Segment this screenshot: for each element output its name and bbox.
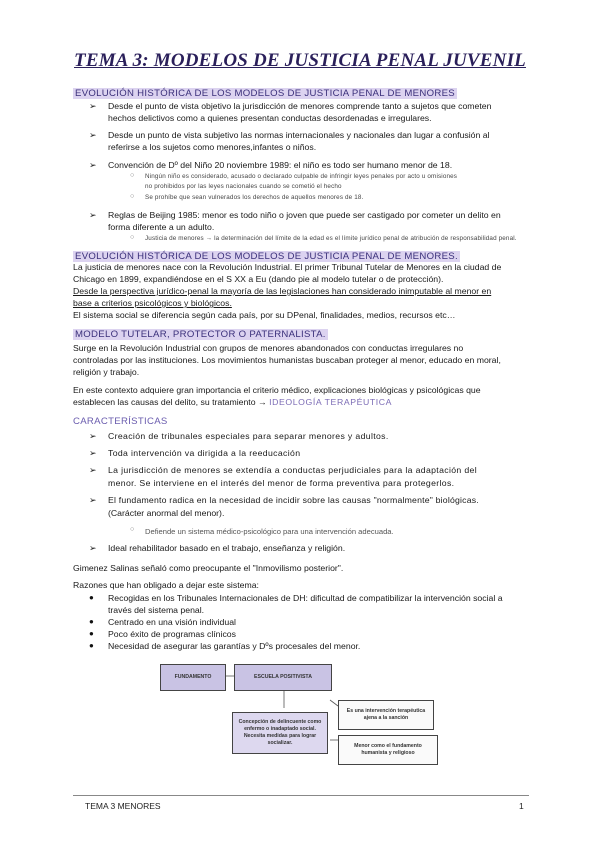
bullet-icon: ●	[89, 629, 94, 638]
s1-b2-line2: referirse a los sujetos como menores,infantes o niños.	[108, 142, 317, 152]
arrow-bullet-icon: ➢	[89, 101, 97, 111]
razon-4: Necesidad de asegurar las garantías y Dºs procesales del menor.	[108, 641, 361, 651]
arrow-bullet-icon: ➢	[89, 160, 97, 170]
ideologia-terapeutica: IDEOLOGÍA TERAPÉUTICA	[269, 397, 393, 407]
gimenez-line: Gimenez Salinas señaló como preocupante el "Inmovilismo posterior".	[73, 563, 344, 573]
s3-p5-line	[73, 397, 392, 409]
s1-b2-line1: Desde un punto de vista subjetivo las normas internacionales y nacionales dan lugar a confusión al	[108, 130, 490, 140]
car-c5: Ideal rehabilitador basado en el trabajo, enseñanza y religión.	[108, 543, 346, 553]
car-c3-line1: La jurisdicción de menores se extendía a conductas perjudiciales para la adaptación del	[108, 465, 477, 475]
arrow-bullet-icon: ➢	[89, 448, 97, 458]
s2-p4: base a criterios psicológicos y biológicos.	[73, 298, 232, 308]
s3-p5: establecen las causas del delito, su tratamiento →	[73, 397, 267, 407]
razones-line: Razones que han obligado a dejar este sistema:	[73, 580, 259, 590]
razon-1-line2: través del sistema penal.	[108, 605, 205, 615]
circle-bullet-icon: ○	[130, 172, 135, 179]
car-c4-line1: El fundamento radica en la necesidad de incidir sobre las causas "normalmente" biológicas.	[108, 495, 479, 505]
s2-p3: Desde la perspectiva jurídico-penal la mayoría de las legislaciones han considerado inimputable al menor en	[73, 286, 492, 296]
section-heading-evolucion-2: EVOLUCIÓN HISTÓRICA DE LOS MODELOS DE JUSTICIA PENAL DE MENORES.	[75, 251, 458, 262]
car-c2: Toda intervención va dirigida a la reeducación	[108, 448, 301, 458]
circle-bullet-icon: ○	[130, 193, 135, 200]
bullet-icon: ●	[89, 617, 94, 626]
s3-p1: Surge en la Revolución Industrial con grupos de menores abandonados con conductas irregulares no	[73, 343, 464, 353]
bullet-icon: ●	[89, 641, 94, 650]
s3-p4: En este contexto adquiere gran importancia el criterio médico, explicaciones biológicas y psicológicas que	[73, 385, 481, 395]
circle-bullet-icon: ○	[130, 526, 135, 533]
diagram-box-fundamento: FUNDAMENTO	[160, 664, 226, 691]
s2-p1: La justicia de menores nace con la Revolución Industrial. El primer Tribunal Tutelar de Menores en la ciudad de	[73, 262, 502, 272]
page-title: TEMA 3: MODELOS DE JUSTICIA PENAL JUVENIL	[74, 50, 526, 71]
car-c1: Creación de tribunales especiales para separar menores y adultos.	[108, 431, 389, 441]
s3-p2: controladas por las instituciones. Los movimientos humanistas buscaban proteger al menor, educado en moral,	[73, 355, 501, 365]
car-c3-line2: menor. Se interviene en el interés del menor de forma preventiva para protegerlos.	[108, 478, 455, 488]
s2-p5: El sistema social se diferencia según cada país, por su DPenal, finalidades, medios, recursos etc…	[73, 310, 456, 320]
s1-b4-line2: forma diferente a un adulto.	[108, 222, 215, 232]
arrow-bullet-icon: ➢	[89, 431, 97, 441]
arrow-bullet-icon: ➢	[89, 543, 97, 553]
car-c4-line2: (Carácter anormal del menor).	[108, 508, 225, 518]
razon-2: Centrado en una visión individual	[108, 617, 236, 627]
footer-label: TEMA 3 MENORES	[85, 801, 161, 811]
s2-p2: Chicago en 1899, expandiéndose en el S XX a Eu (dando pie al modelo tutelar o de protección).	[73, 274, 444, 284]
circle-bullet-icon: ○	[130, 234, 135, 241]
s1-b1-line2: hechos delictivos como a quienes presentan conductas desordenadas e irregulares.	[108, 113, 432, 123]
diagram-box-escuela: ESCUELA POSITIVISTA	[234, 664, 332, 691]
bullet-icon: ●	[89, 593, 94, 602]
s3-p3: religión y trabajo.	[73, 367, 140, 377]
s1-b3-sub1-line2: no prohibidos por las leyes nacionales cuando se cometió el hecho	[145, 183, 342, 190]
page-number: 1	[519, 801, 524, 811]
car-c4-sub1: Defiende un sistema médico-psicológico para una intervención adecuada.	[145, 527, 394, 536]
diagram-box-menor: Menor como el fundamento humanista y religioso	[338, 735, 438, 765]
diagram-box-concepcion: Concepción de delincuente como enfermo o inadaptado social. Necesita medidas para lograr socializar.	[232, 712, 328, 754]
arrow-bullet-icon: ➢	[89, 465, 97, 475]
razon-1-line1: Recogidas en los Tribunales Internacionales de DH: dificultad de compatibilizar la intervención social a	[108, 593, 503, 603]
section-heading-evolucion: EVOLUCIÓN HISTÓRICA DE LOS MODELOS DE JUSTICIA PENAL DE MENORES	[75, 88, 455, 99]
arrow-bullet-icon: ➢	[89, 495, 97, 505]
s1-b4-sub1: Justicia de menores → la determinación del límite de la edad es el límite jurídico penal de atribución de responsabilidad penal.	[145, 235, 517, 242]
s1-b4-line1: Reglas de Beijing 1985: menor es todo niño o joven que puede ser castigado por cometer un delito en	[108, 210, 501, 220]
diagram-box-intervencion: Es una intervención terapéutica ajena a la sanción	[338, 700, 434, 730]
razon-3: Poco éxito de programas clínicos	[108, 629, 236, 639]
s1-b1-line1: Desde el punto de vista objetivo la jurisdicción de menores comprende tanto a sujetos que cometen	[108, 101, 492, 111]
section-heading-caracteristicas: CARACTERÍSTICAS	[73, 416, 168, 427]
arrow-bullet-icon: ➢	[89, 130, 97, 140]
section-heading-tutelar: MODELO TUTELAR, PROTECTOR O PATERNALISTA.	[75, 329, 326, 340]
s1-b3-sub2: Se prohíbe que sean vulnerados los derechos de aquellos menores de 18.	[145, 194, 364, 201]
footer-divider	[73, 795, 529, 796]
s1-b3-sub1-line1: Ningún niño es considerado, acusado o declarado culpable de infringir leyes penales por acto u omisiones	[145, 173, 458, 180]
s1-b3: Convención de Dº del Niño 20 noviembre 1989: el niño es todo ser humano menor de 18.	[108, 160, 453, 170]
arrow-bullet-icon: ➢	[89, 210, 97, 220]
